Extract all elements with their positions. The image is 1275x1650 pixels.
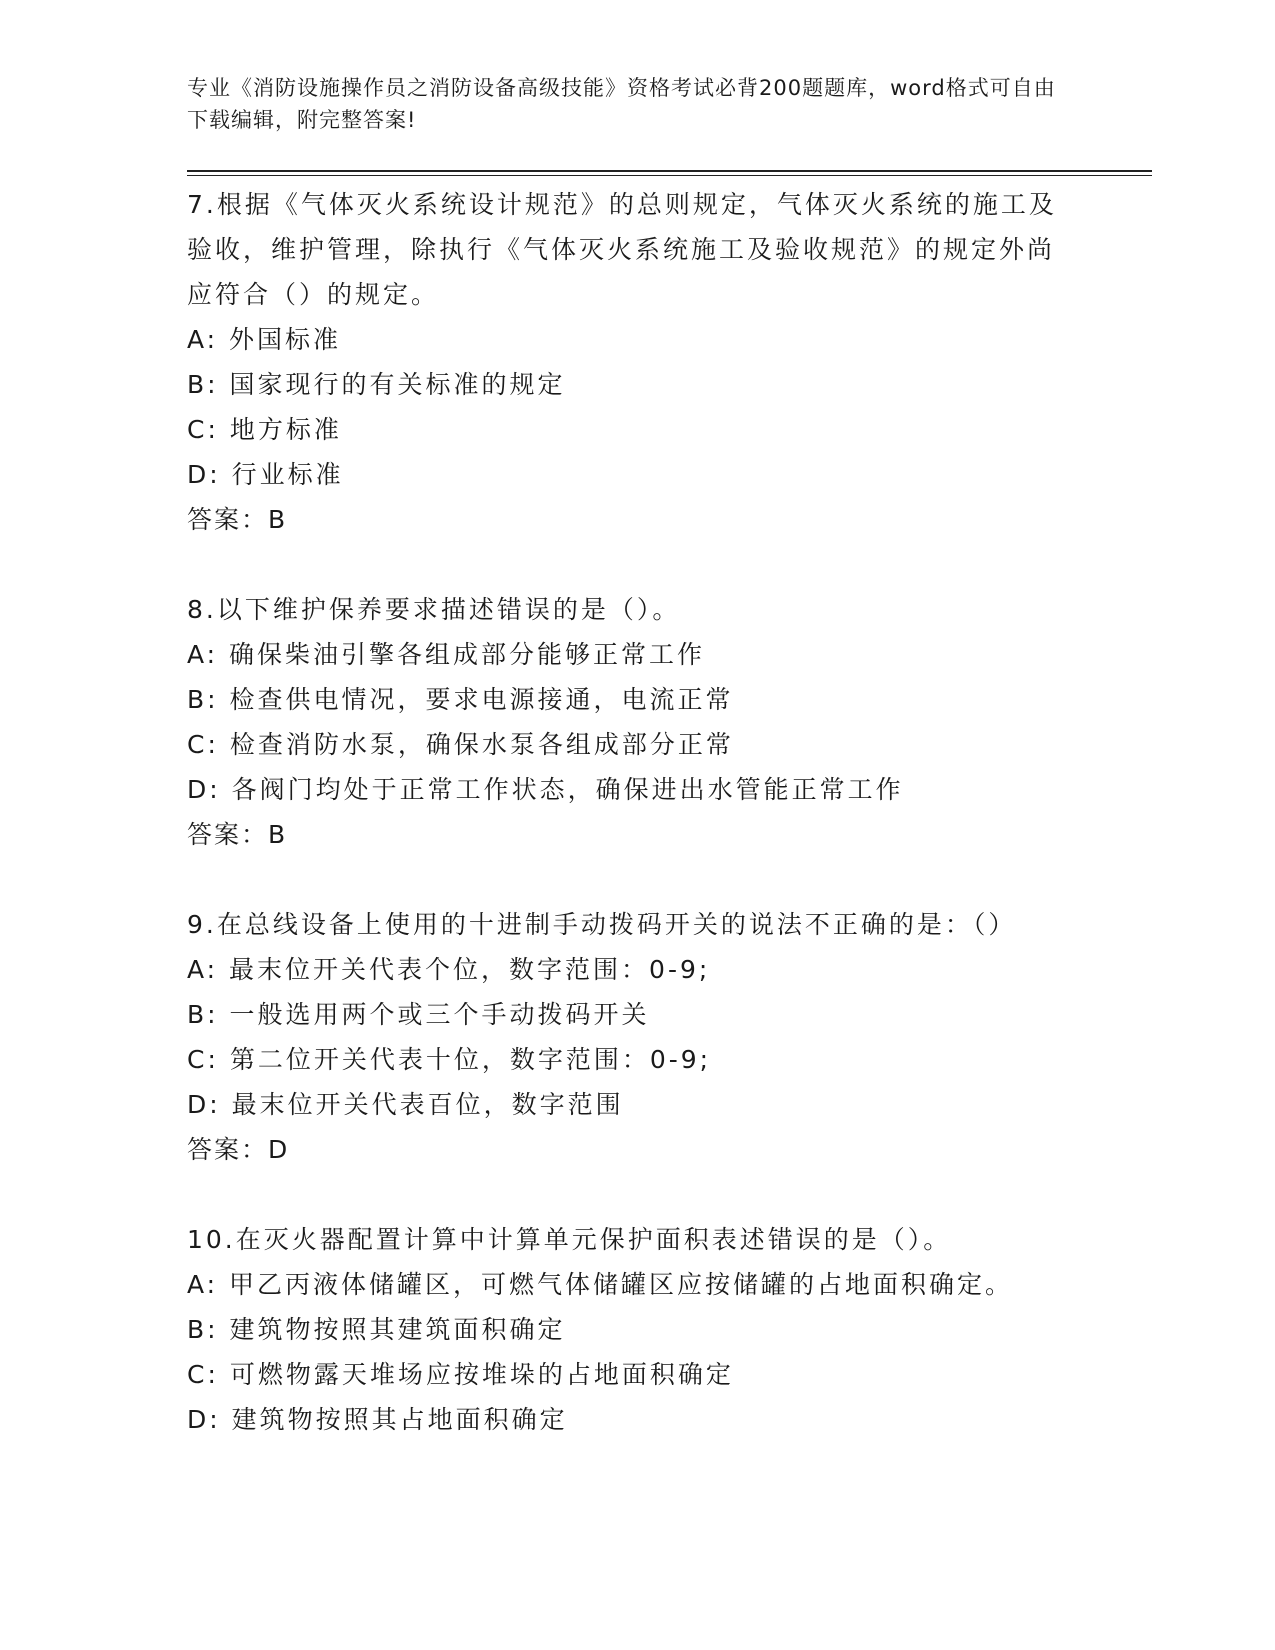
option-a: A: 确保柴油引擎各组成部分能够正常工作: [187, 640, 706, 669]
answer-line: 答案：B: [187, 820, 288, 849]
option-a: A: 甲乙丙液体储罐区，可燃气体储罐区应按储罐的占地面积确定。: [187, 1270, 1014, 1299]
question-stem: 10.在灭火器配置计算中计算单元保护面积表述错误的是（）。: [187, 1225, 952, 1254]
option-c: C: 检查消防水泵，确保水泵各组成部分正常: [187, 730, 734, 759]
question-item: [187, 182, 1152, 587]
question-list: [187, 182, 1152, 1442]
option-c: C: 地方标准: [187, 415, 342, 444]
spacer: [187, 1172, 1152, 1217]
option-a: A: 最末位开关代表个位，数字范围：0-9;: [187, 955, 711, 984]
answer-line: 答案：D: [187, 1135, 290, 1164]
question-stem: 8.以下维护保养要求描述错误的是（）。: [187, 595, 681, 624]
option-b: B: 国家现行的有关标准的规定: [187, 370, 566, 399]
option-b: B: 检查供电情况，要求电源接通，电流正常: [187, 685, 734, 714]
option-b: B: 建筑物按照其建筑面积确定: [187, 1315, 566, 1344]
option-d: D: 建筑物按照其占地面积确定: [187, 1405, 568, 1434]
option-d: D: 最末位开关代表百位，数字范围: [187, 1090, 624, 1119]
option-a: A: 外国标准: [187, 325, 342, 354]
question-item: [187, 587, 1152, 902]
question-item: [187, 1217, 1152, 1442]
option-c: C: 可燃物露天堆场应按堆垛的占地面积确定: [187, 1360, 734, 1389]
answer-line: 答案：B: [187, 505, 288, 534]
spacer: [187, 542, 1152, 587]
option-b: B: 一般选用两个或三个手动拨码开关: [187, 1000, 650, 1029]
document-header: 专业《消防设施操作员之消防设备高级技能》资格考试必背200题题库，word格式可自由下载编辑，附完整答案!: [187, 76, 1056, 132]
option-d: D: 各阀门均处于正常工作状态，确保进出水管能正常工作: [187, 775, 904, 804]
document-page: [187, 72, 1152, 1442]
question-stem: 7.根据《气体灭火系统设计规范》的总则规定，气体灭火系统的施工及验收，维护管理，除执行《气体灭火系统施工及验收规范》的规定外尚应符合（）的规定。: [187, 190, 1057, 309]
question-item: [187, 902, 1152, 1217]
option-d: D: 行业标准: [187, 460, 344, 489]
question-stem: 9.在总线设备上使用的十进制手动拨码开关的说法不正确的是：（）: [187, 910, 1017, 939]
option-c: C: 第二位开关代表十位，数字范围：0-9;: [187, 1045, 712, 1074]
spacer: [187, 857, 1152, 902]
header-divider: [187, 170, 1152, 176]
